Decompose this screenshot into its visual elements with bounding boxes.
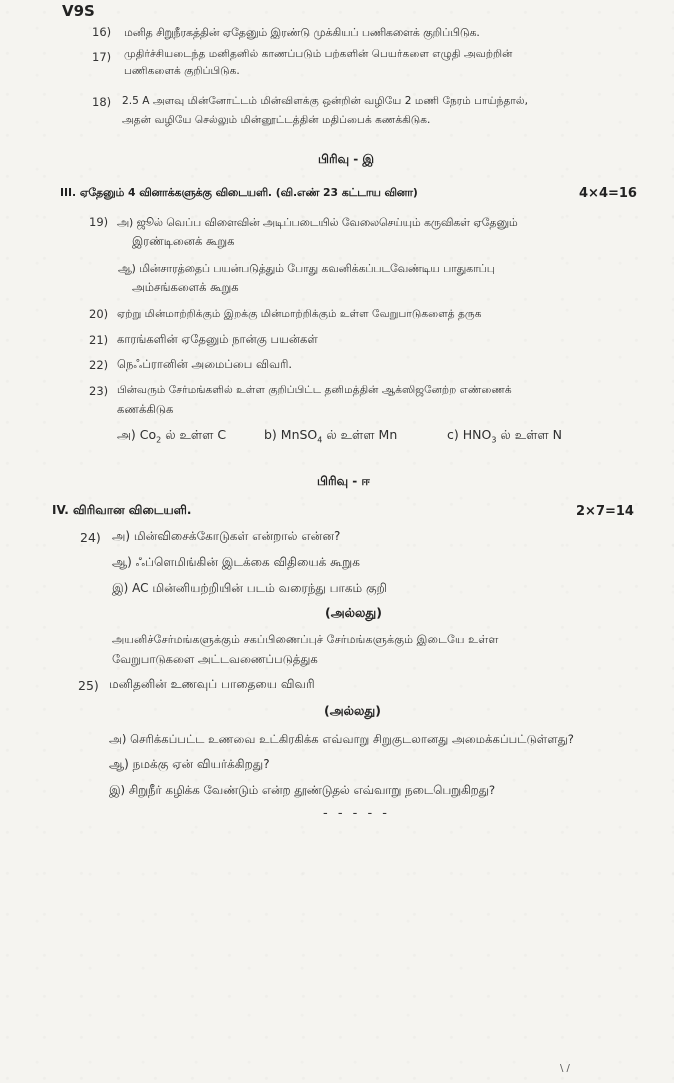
section-heading: III. ஏதேனும் 4 வினாக்களுக்கு விடையளி. (வி.எண் 23 கட்டாய வினா)	[60, 186, 418, 199]
question-number: 24)	[80, 530, 101, 545]
question-number: 23)	[89, 384, 109, 398]
question-text: மனித சிறுநீரகத்தின் ஏதேனும் இரண்டு முக்கியப் பணிகளைக் குறிப்பிடுக.	[124, 26, 480, 39]
question-number: 17)	[92, 50, 112, 64]
question-part: அ) ஜூல் வெப்ப விளைவின் அடிப்படையில் வேலைசெய்யும் கருவிகள் ஏதேனும்	[117, 216, 518, 229]
section-marks: 4×4=16	[579, 186, 637, 201]
question-text: கணக்கிடுக	[117, 402, 174, 416]
compound-mnso4: b) MnSO$_4$ ல் உள்ள Mn	[264, 427, 398, 445]
page-mark: \ /	[560, 1063, 570, 1074]
paper-code: V9S	[62, 2, 95, 20]
or-separator: (அல்லது)	[324, 703, 381, 718]
question-number: 19)	[89, 215, 109, 229]
question-number: 25)	[78, 678, 99, 693]
section-marks: 2×7=14	[576, 504, 634, 519]
question-alternative: வேறுபாடுகளை அட்டவணைப்படுத்துக	[112, 652, 318, 666]
question-text: காரங்களின் ஏதேனும் நான்கு பயன்கள்	[117, 332, 318, 346]
or-separator: (அல்லது)	[325, 605, 382, 620]
question-part: இ) சிறுநீர் கழிக்க வேண்டும் என்ற தூண்டுதல் எவ்வாறு நடைபெறுகிறது?	[109, 783, 496, 797]
question-text: பின்வரும் சேர்மங்களில் உள்ள குறிப்பிட்ட தனிமத்தின் ஆக்ஸிஜனேற்ற எண்ணைக்	[117, 384, 512, 396]
question-text: அதன் வழியே செல்லும் மின்னூட்டத்தின் மதிப்பைக் கணக்கிடுக.	[122, 114, 431, 126]
question-number: 16)	[92, 25, 112, 39]
question-text: நெஃப்ரானின் அமைப்பை விவரி.	[117, 357, 293, 371]
question-part: அ) செரிக்கப்பட்ட உணவை உட்கிரகிக்க எவ்வாறு சிறுகுடலானது அமைக்கப்பட்டுள்ளது?	[109, 732, 574, 746]
end-marker: - - - - -	[323, 806, 390, 821]
question-text: 2.5 A அளவு மின்னோட்டம் மின்விளக்கு ஒன்றின் வழியே 2 மணி நேரம் பாய்ந்தால்,	[122, 95, 529, 107]
question-number: 18)	[92, 95, 112, 109]
question-text: முதிர்ச்சியடைந்த மனிதனில் காணப்படும் பற்களின் பெயர்களை எழுதி அவற்றின்	[124, 48, 513, 60]
question-text: ஏற்று மின்மாற்றிக்கும் இறக்கு மின்மாற்றிக்கும் உள்ள வேறுபாடுகளைத் தருக	[117, 308, 482, 320]
section-label: பிரிவு - இ	[318, 152, 375, 166]
question-number: 20)	[89, 307, 109, 321]
question-number: 22)	[89, 358, 109, 372]
question-part: ஆ) நமக்கு ஏன் வியர்க்கிறது?	[109, 757, 270, 771]
question-part: இரண்டினைக் கூறுக	[132, 234, 235, 248]
compound-hno3: c) $HNO_3$ ல் உள்ள N	[447, 427, 562, 445]
compound-co2: அ) $Co_2$ ல் உள்ள C	[117, 427, 227, 445]
question-part: அ) மின்விசைக்கோடுகள் என்றால் என்ன?	[112, 529, 341, 543]
question-part: ஆ) மின்சாரத்தைப் பயன்படுத்தும் போது கவனிக்கப்படவேண்டிய பாதுகாப்பு	[118, 262, 495, 275]
section-heading: IV. விரிவான விடையளி.	[52, 503, 192, 517]
question-alternative: அயனிச்சேர்மங்களுக்கும் சகப்பிணைப்புச் சேர்மங்களுக்கும் இடையே உள்ள	[112, 633, 499, 646]
question-part: ஆ) ஃப்ளெமிங்கின் இடக்கை விதியைக் கூறுக	[112, 555, 360, 569]
question-part: இ) AC மின்னியற்றியின் படம் வரைந்து பாகம் குறி	[112, 581, 387, 595]
question-number: 21)	[89, 333, 109, 347]
section-label: பிரிவு - ஈ	[317, 474, 370, 488]
question-text: பணிகளைக் குறிப்பிடுக.	[124, 65, 240, 77]
question-part: அம்சங்களைக் கூறுக	[132, 280, 239, 294]
question-text: மனிதனின் உணவுப் பாதையை விவரி	[109, 677, 315, 691]
